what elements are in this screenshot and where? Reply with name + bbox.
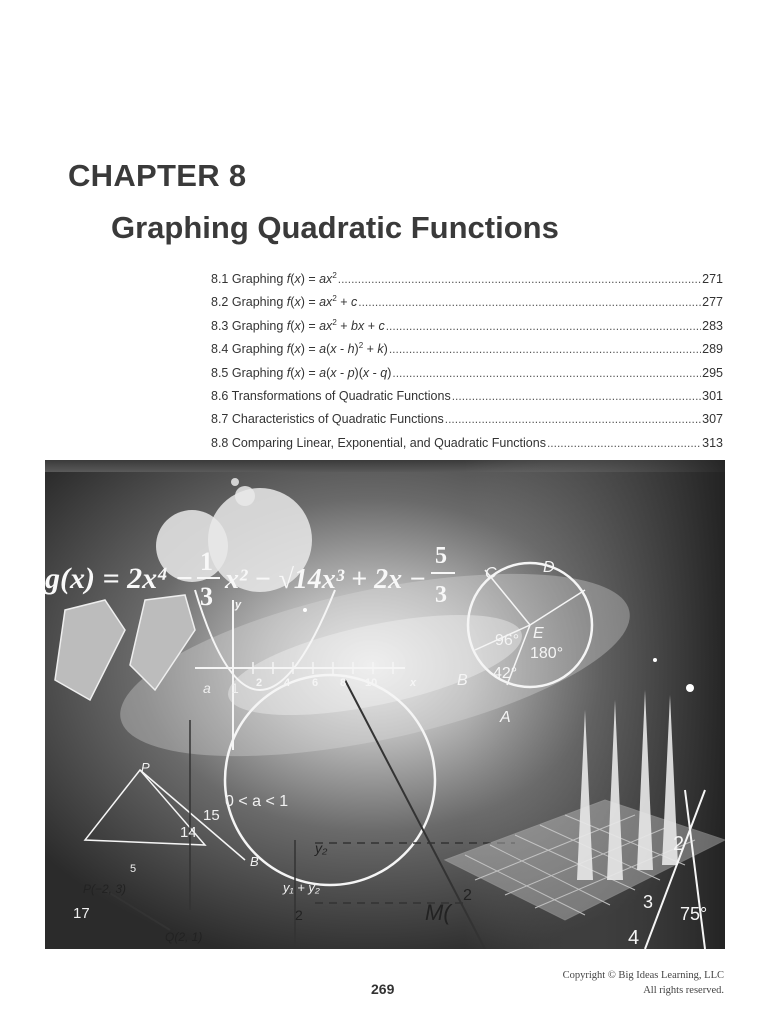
- toc-entry-text: Graphing: [231, 318, 287, 333]
- art-equation-mid: x² − √14x³ + 2x −: [225, 564, 427, 595]
- art-frac-lower: 2: [463, 887, 472, 904]
- toc-entry-text: Graphing: [231, 365, 287, 380]
- art-axis-y: y: [235, 599, 242, 611]
- art-two: 2: [295, 907, 303, 923]
- toc-entry-page: 307: [702, 412, 723, 427]
- toc-dot-leader: [445, 412, 701, 426]
- toc-entry-text: Graphing: [231, 295, 287, 310]
- toc-entry-text: 2: [358, 341, 364, 351]
- toc-entry-text: +: [336, 318, 352, 333]
- toc-entry-label: [211, 295, 357, 309]
- toc-dot-leader: [386, 319, 701, 333]
- toc-entry-text: (: [326, 365, 331, 380]
- art-tick-10: 10: [365, 677, 378, 689]
- toc-entry-text: (: [290, 342, 295, 357]
- toc-entry-text: Characteristics of Quadratic Functions: [231, 412, 444, 427]
- art-angle-180: 180°: [530, 645, 564, 662]
- toc-entry-text: -: [336, 342, 348, 357]
- toc-entry-text: ) =: [300, 318, 320, 333]
- toc-entry-label: [211, 389, 451, 403]
- toc-entry-text: )(: [354, 365, 363, 380]
- art-tick-8: 8: [340, 677, 347, 689]
- toc-entry-text: ) =: [300, 295, 320, 310]
- art-frac1-num: 1: [200, 547, 213, 576]
- art-tick-4: 4: [284, 677, 291, 689]
- copyright-line-1: Copyright © Big Ideas Learning, LLC: [562, 970, 724, 981]
- toc-entry-number: 8.7: [211, 412, 229, 427]
- toc-entry-text: (: [290, 272, 295, 286]
- toc-entry-text: 2: [332, 294, 337, 304]
- toc-entry-text: a: [319, 342, 327, 357]
- art-num3: 3: [643, 892, 654, 912]
- toc-entry-text: +: [364, 318, 379, 333]
- toc-entry-text: ) =: [300, 342, 320, 357]
- toc-dot-leader: [338, 272, 701, 286]
- toc-dot-leader: [392, 366, 701, 380]
- toc-entry-text: p: [347, 365, 355, 380]
- toc-entry-text: (: [290, 318, 295, 333]
- toc-entry: [211, 436, 723, 459]
- toc-entry-number: 8.8: [211, 435, 229, 450]
- art-equation-start: g(x) = 2x⁴ −: [45, 562, 194, 595]
- art-tick-6: 6: [312, 677, 319, 689]
- toc-entry-text: f: [286, 342, 291, 357]
- toc-entry-text: x: [294, 295, 301, 310]
- toc-entry-label: [211, 412, 444, 426]
- toc-entry-text: f: [286, 295, 291, 310]
- toc-entry-text: x: [362, 365, 370, 380]
- art-axis-x: x: [410, 677, 417, 689]
- toc-entry-text: -: [336, 365, 348, 380]
- art-yplus: y₁ + y₂: [283, 880, 320, 895]
- art-tick-2: 2: [256, 677, 263, 689]
- toc-entry-text: k: [377, 342, 384, 357]
- art-label-d: D: [543, 559, 555, 576]
- toc-entry-text: ): [383, 342, 388, 357]
- toc-entry-text: ax: [319, 318, 333, 333]
- toc-entry-text: x: [294, 272, 301, 286]
- art-inequality: 0 < a < 1: [225, 793, 289, 810]
- toc-entry-page: 283: [702, 318, 723, 333]
- toc-entry-text: Comparing Linear, Exponential, and Quadratic Functions: [231, 435, 546, 450]
- toc-entry-text: (: [290, 365, 295, 380]
- page-number: 269: [371, 981, 395, 997]
- toc-entry-number: 8.2: [211, 295, 229, 310]
- toc-entry-label: [211, 272, 337, 286]
- toc-entry-text: h: [347, 342, 355, 357]
- art-y2: y₂: [315, 840, 328, 856]
- art-num15: 15: [203, 807, 220, 824]
- art-num5: 5: [130, 863, 137, 875]
- table-of-contents: [211, 272, 723, 459]
- toc-dot-leader: [547, 436, 701, 450]
- toc-entry-text: (: [290, 295, 295, 310]
- toc-entry-text: x: [330, 365, 337, 380]
- copyright-line-2: All rights reserved.: [643, 985, 724, 996]
- art-label-a-axis: a: [203, 680, 211, 696]
- art-point-q: Q(2, 1): [165, 930, 203, 944]
- toc-entry-text: (: [326, 342, 331, 357]
- toc-entry-text: ) =: [300, 365, 320, 380]
- chapter-label: CHAPTER 8: [68, 158, 247, 193]
- toc-entry: [211, 295, 723, 318]
- toc-entry-text: bx: [351, 318, 365, 333]
- toc-dot-leader: [389, 342, 701, 356]
- toc-entry-text: f: [286, 365, 291, 380]
- toc-entry: [211, 389, 723, 412]
- art-num17: 17: [73, 905, 90, 922]
- toc-entry-text: x: [330, 342, 337, 357]
- toc-entry-page: 295: [702, 365, 723, 380]
- art-num2: 2: [673, 833, 685, 855]
- toc-entry-text: f: [286, 318, 291, 333]
- toc-entry-text: f: [286, 272, 291, 286]
- toc-entry-text: Graphing: [231, 272, 287, 286]
- toc-entry-label: [211, 366, 391, 380]
- toc-dot-leader: [452, 389, 701, 403]
- toc-entry: [211, 319, 723, 342]
- toc-entry-text: 2: [332, 317, 337, 327]
- art-label-b2: B: [250, 854, 259, 869]
- toc-entry-text: 2: [332, 270, 337, 280]
- toc-entry-label: [211, 319, 385, 333]
- art-frac1-den: 3: [200, 582, 213, 611]
- toc-entry-text: Transformations of Quadratic Functions: [231, 388, 451, 403]
- toc-entry-text: ): [387, 365, 392, 380]
- toc-entry-page: 277: [702, 295, 723, 310]
- toc-entry-number: 8.6: [211, 388, 229, 403]
- toc-entry-text: ax: [319, 272, 333, 286]
- toc-entry-text: +: [336, 295, 352, 310]
- toc-entry-text: -: [369, 365, 381, 380]
- toc-entry-text: Graphing: [231, 342, 287, 357]
- toc-entry: [211, 342, 723, 365]
- art-frac2-num: 5: [435, 543, 447, 569]
- toc-entry-page: 313: [702, 435, 723, 450]
- art-label-p: P: [141, 760, 150, 775]
- toc-entry-label: [211, 436, 546, 450]
- art-num14: 14: [180, 824, 197, 841]
- toc-entry-page: 289: [702, 342, 723, 357]
- toc-entry-text: q: [380, 365, 388, 380]
- art-label-a: A: [500, 709, 511, 726]
- toc-entry-page: 271: [702, 272, 723, 286]
- art-angle-75: 75°: [680, 904, 708, 924]
- art-label-b: B: [457, 672, 468, 689]
- toc-entry: [211, 412, 723, 435]
- toc-entry-page: 301: [702, 388, 723, 403]
- toc-entry-text: ) =: [300, 272, 320, 286]
- art-label-e: E: [533, 625, 544, 642]
- toc-entry-text: ): [354, 342, 359, 357]
- toc-entry-number: 8.4: [211, 342, 229, 357]
- toc-entry-text: +: [363, 342, 378, 357]
- toc-entry-text: c: [351, 295, 358, 310]
- art-m-label: M(: [425, 900, 451, 925]
- toc-entry-text: a: [319, 365, 327, 380]
- art-angle-96: 96°: [495, 632, 520, 649]
- toc-entry-text: x: [294, 365, 301, 380]
- toc-entry-text: c: [378, 318, 385, 333]
- toc-entry-label: [211, 342, 388, 356]
- chapter-artwork: [45, 460, 725, 949]
- art-angle-42: 42°: [493, 665, 518, 682]
- copyright-notice: [563, 968, 724, 998]
- toc-entry: [211, 366, 723, 389]
- art-num4: 4: [628, 927, 640, 949]
- art-label-1: 1: [231, 680, 239, 696]
- toc-entry: [211, 272, 723, 295]
- toc-entry-number: 8.5: [211, 365, 229, 380]
- art-label-c: C: [485, 565, 497, 582]
- toc-entry-text: x: [294, 342, 301, 357]
- toc-entry-text: ax: [319, 295, 333, 310]
- toc-entry-number: 8.1: [211, 272, 229, 286]
- toc-dot-leader: [358, 295, 701, 309]
- art-frac2-den: 3: [435, 582, 447, 608]
- chapter-title: Graphing Quadratic Functions: [111, 210, 559, 245]
- toc-entry-number: 8.3: [211, 318, 229, 333]
- toc-entry-text: x: [294, 318, 301, 333]
- art-point-p: P(−2, 3): [83, 882, 127, 896]
